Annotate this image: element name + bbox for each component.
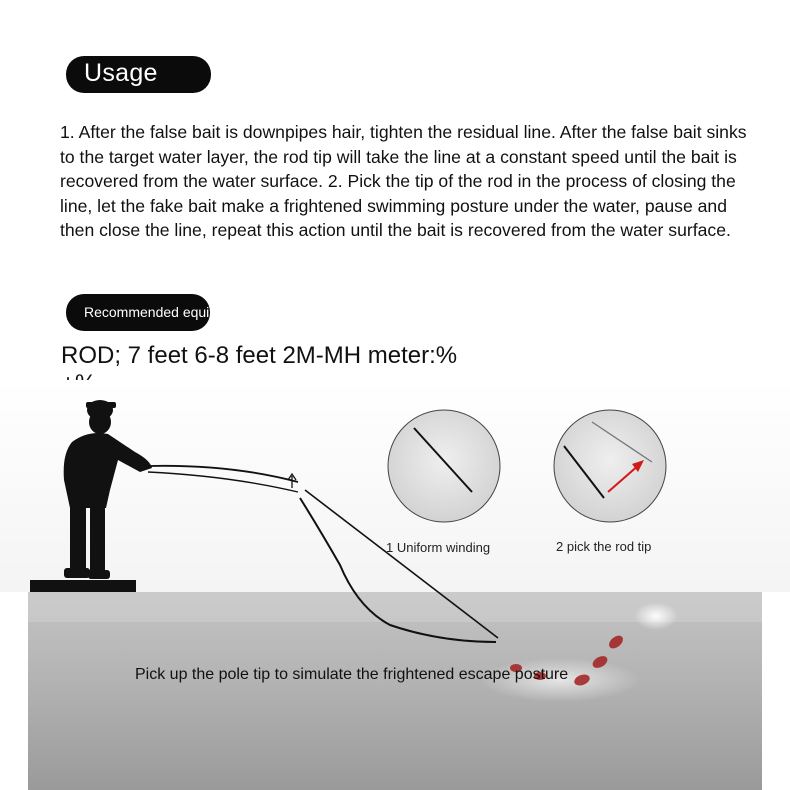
pier: [30, 580, 136, 592]
caption-escape-posture: Pick up the pole tip to simulate the frightened escape posture: [135, 666, 569, 683]
pick-rod-tip-diagram: [554, 410, 666, 522]
rod-spec-line-1: ROD; 7 feet 6-8 feet 2M-MH meter:%: [61, 342, 458, 369]
fishing-illustration: [0, 380, 790, 790]
recommended-heading: Recommended equipment: [84, 304, 249, 320]
usage-heading: Usage: [84, 59, 158, 87]
recommended-heading-pill: [66, 294, 249, 331]
caption-uniform-winding: 1 Uniform winding: [386, 540, 491, 555]
usage-instructions: 1. After the false bait is downpipes hair, tighten the residual line. After the false bait sinks to the target water layer, the rod tip will take the line at a constant speed until the bait is recovered from the water surface. 2. Pick the tip of the rod in the process of closing the line, let the fake bait make a frightened swimming posture under the water, pause and then close the line, repeat this action until the bait is recovered from the water surface.: [60, 122, 747, 240]
uniform-winding-diagram: [388, 410, 500, 522]
caption-pick-rod-tip: 2 pick the rod tip: [556, 539, 652, 554]
usage-heading-pill: [66, 56, 211, 93]
light-glow: [634, 602, 678, 630]
